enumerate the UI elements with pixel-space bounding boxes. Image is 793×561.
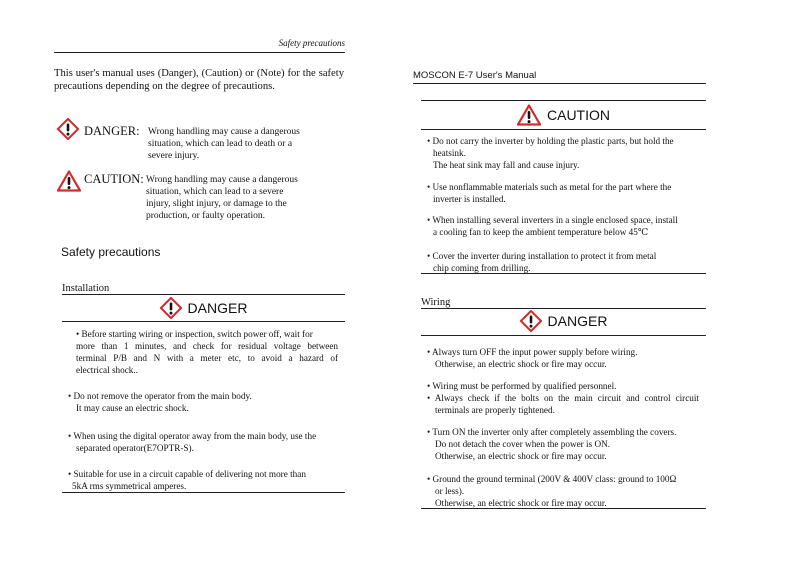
- bullet-line: • Before starting wiring or inspection, switch power off, wait for: [76, 329, 313, 339]
- section-title: Safety precautions: [61, 245, 161, 259]
- wiring-bullet-3: [427, 392, 699, 416]
- bullet-line: • Always check if the bolts on the main circuit and control circuit: [427, 393, 699, 403]
- danger-description-line: situation, which can lead to death or a: [148, 139, 293, 149]
- installation-title-rule: [62, 321, 345, 322]
- installation-bullet-1-line4: electrical shock..: [76, 365, 138, 375]
- bullet-line: • Wiring must be performed by qualified personnel.: [427, 381, 617, 391]
- caution-description-line: production, or faulty operation.: [146, 211, 265, 221]
- danger-icon: [56, 118, 80, 140]
- wiring-bottom-rule: [421, 508, 706, 509]
- bullet-line: • Use nonflammable materials such as metal for the part where the: [427, 182, 672, 192]
- danger-description-line: severe injury.: [148, 151, 200, 161]
- danger-label: DANGER:: [84, 124, 140, 138]
- installation-bottom-rule: [62, 492, 345, 493]
- bullet-line: • When using the digital operator away from the main body, use the: [68, 431, 317, 441]
- intro-paragraph: This user's manual uses (Danger), (Caution) or (Note) for the safety precautions depending on the degree of precautions.: [54, 68, 344, 92]
- caution-description-line: situation, which can lead to a severe: [146, 187, 284, 197]
- caution-icon: [57, 170, 81, 192]
- running-header-left: Safety precautions: [278, 38, 345, 48]
- caution-bullet-1: [427, 135, 674, 171]
- bullet-line: separated operator(E7OPTR-S).: [76, 443, 194, 453]
- bullet-line: inverter is installed.: [433, 194, 506, 204]
- bullet-line: The heat sink may fall and cause injury.: [433, 160, 580, 170]
- caution-bullet-2: [427, 181, 671, 205]
- caution-bullet-3: [427, 214, 678, 238]
- wiring-danger-title: [421, 309, 706, 333]
- danger-icon: [520, 310, 542, 332]
- caution-description-line: Wrong handling may cause a dangerous: [146, 175, 298, 185]
- bullet-line: or less).: [435, 486, 465, 496]
- header-rule-right: [413, 83, 706, 84]
- bullet-line: Otherwise, an electric shock or fire may occur.: [435, 359, 607, 369]
- header-rule-left: [54, 52, 345, 53]
- bullet-line: Do not detach the cover when the power is ON.: [435, 439, 611, 449]
- caution-description-line: injury, slight injury, or damage to the: [146, 199, 287, 209]
- bullet-line: • Do not remove the operator from the main body.: [68, 391, 252, 401]
- bullet-line: chip coming from drilling.: [433, 263, 531, 273]
- bullet-line: terminals are properly tightened.: [435, 405, 555, 415]
- wiring-title-rule: [421, 335, 706, 336]
- wiring-bullet-5: [427, 473, 676, 509]
- danger-description-line: Wrong handling may cause a dangerous: [148, 127, 300, 137]
- wiring-bullet-4: [427, 426, 676, 462]
- box-title: DANGER: [187, 300, 248, 316]
- bullet-line: It may cause an electric shock.: [76, 403, 189, 413]
- installation-bullet-1-line3: terminal P/B and N with a meter etc, to avoid a hazard of: [76, 353, 338, 363]
- bullet-line: • Suitable for use in a circuit capable of delivering not more than: [68, 469, 306, 479]
- installation-top-rule: [62, 294, 345, 295]
- bullet-line: a cooling fan to keep the ambient temperature below 45℃: [433, 227, 649, 237]
- bullet-line: Otherwise, an electric shock or fire may occur.: [435, 451, 607, 461]
- box-title: CAUTION: [547, 107, 610, 123]
- installation-label: Installation: [62, 283, 110, 294]
- danger-icon: [160, 297, 182, 319]
- wiring-bullet-2: [427, 380, 616, 392]
- bullet-line: • Turn ON the inverter only after completely assembling the covers.: [427, 427, 677, 437]
- installation-bullet-4: [68, 468, 306, 492]
- installation-bullet-1: [76, 328, 338, 340]
- caution-bullet-4: [427, 250, 656, 274]
- caution-icon: [517, 104, 541, 126]
- caution-top-rule: [421, 100, 706, 101]
- caution-bottom-rule: [421, 273, 706, 274]
- bullet-line: heatsink.: [433, 148, 466, 158]
- bullet-line: • When installing several inverters in a single enclosed space, install: [427, 215, 678, 225]
- box-title: DANGER: [547, 313, 608, 329]
- bullet-line: 5kA rms symmetrical amperes.: [72, 481, 187, 491]
- wiring-label: Wiring: [421, 297, 451, 308]
- installation-bullet-3: [68, 430, 316, 454]
- bullet-line: • Do not carry the inverter by holding the plastic parts, but hold the: [427, 136, 674, 146]
- caution-label: CAUTION:: [84, 172, 144, 186]
- bullet-line: • Cover the inverter during installation to protect it from metal: [427, 251, 657, 261]
- bullet-line: Otherwise, an electric shock or fire may occur.: [435, 498, 607, 508]
- installation-bullet-1-line2: more than 1 minutes, and check for residual voltage between: [76, 341, 338, 351]
- bullet-line: • Ground the ground terminal (200V & 400V class: ground to 100Ω: [427, 474, 677, 484]
- installation-danger-title: [62, 296, 345, 320]
- installation-bullet-2: [68, 390, 252, 414]
- caution-box-title: [421, 103, 706, 127]
- caution-title-rule: [421, 129, 706, 130]
- wiring-bullet-1: [427, 346, 637, 370]
- running-header-right: MOSCON E-7 User's Manual: [413, 70, 537, 81]
- bullet-line: • Always turn OFF the input power supply before wiring.: [427, 347, 638, 357]
